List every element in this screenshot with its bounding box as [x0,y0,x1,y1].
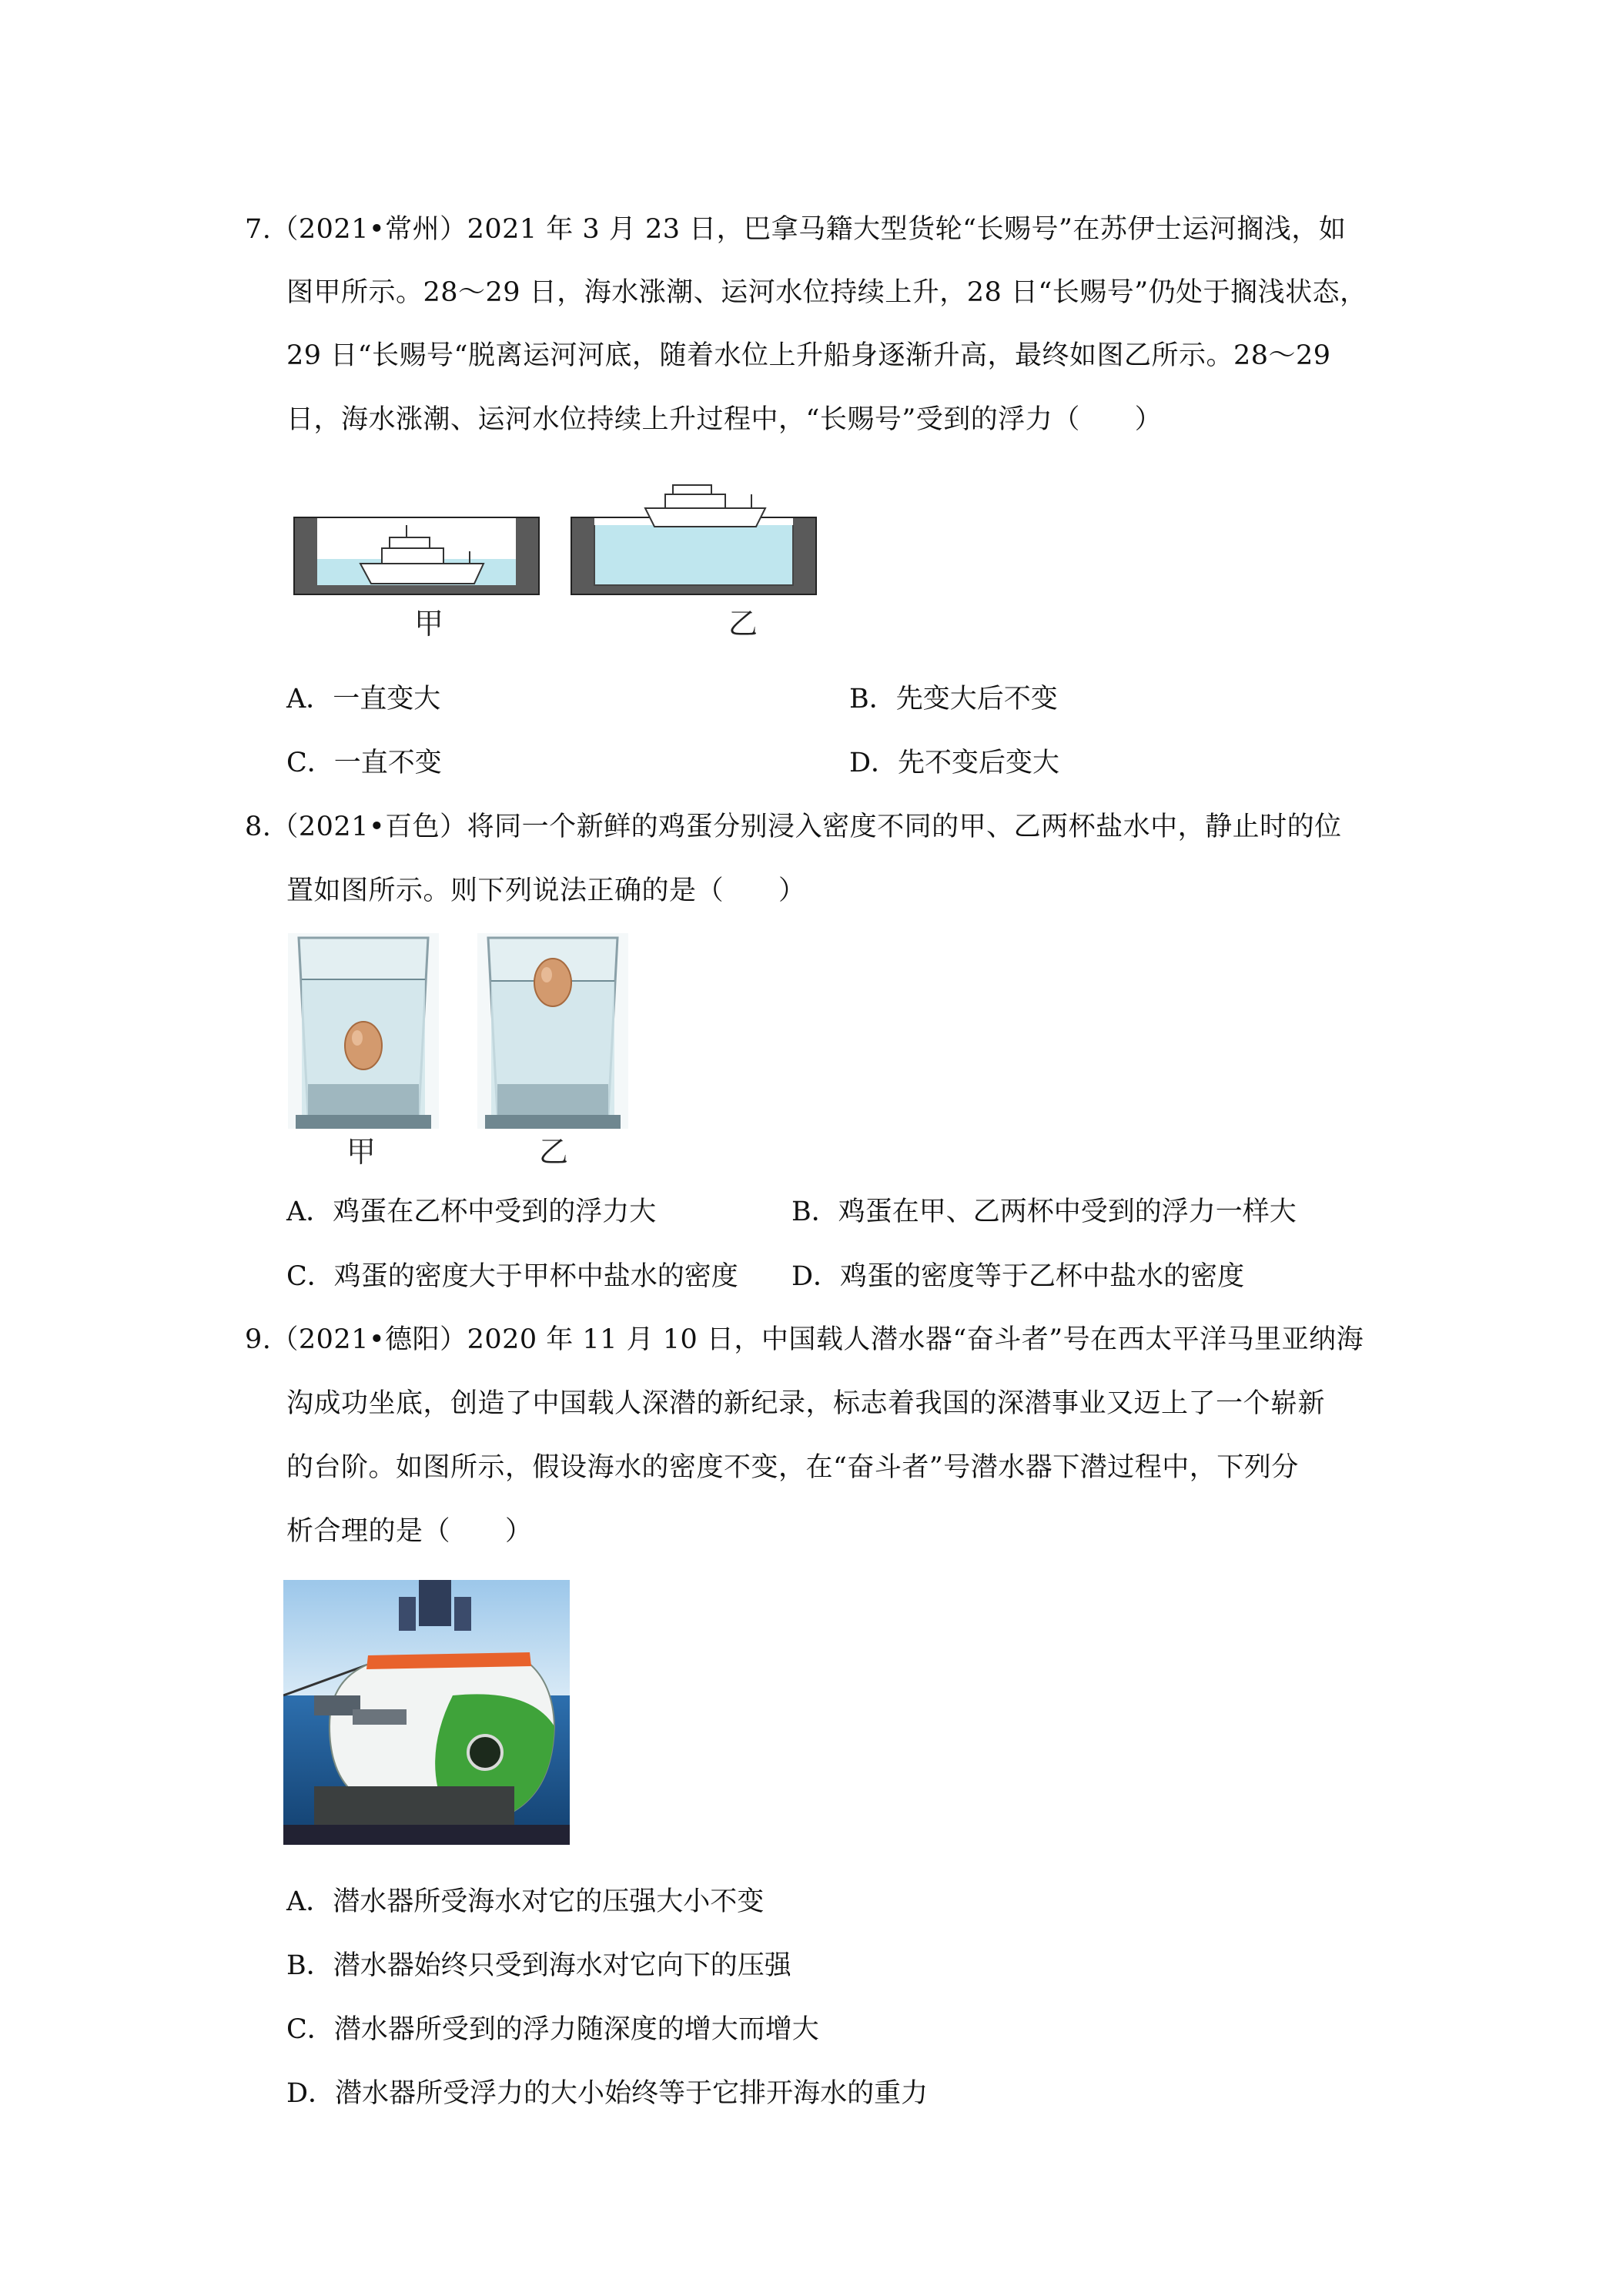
q9-option-a: A．潜水器所受海水对它的压强大小不变 [286,1886,765,1917]
q8-option-d: D．鸡蛋的密度等于乙杯中盐水的密度 [791,1261,1245,1292]
ship-figure-jia [291,477,545,601]
q8-option-a: A．鸡蛋在乙杯中受到的浮力大 [286,1197,657,1227]
q7-option-d: D．先不变后变大 [849,748,1060,778]
q7-caption-jia: 甲 [414,607,444,641]
q8-option-b: B．鸡蛋在甲、乙两杯中受到的浮力一样大 [791,1197,1297,1227]
q7-line-1: 7.（2021•常州）2021 年 3 月 23 日，巴拿马籍大型货轮“长赐号”在苏伊士运河搁浅，如 [245,214,1347,245]
submersible-photo [283,1580,570,1845]
q7-caption-yi: 乙 [728,607,758,641]
q9-line-4: 析合理的是（ ） [286,1516,533,1547]
q9-line-3: 的台阶。如图所示，假设海水的密度不变，在“奋斗者”号潜水器下潜过程中，下列分 [286,1452,1299,1483]
q8-line-2: 置如图所示。则下列说法正确的是（ ） [286,875,806,906]
egg-glass-jia [288,933,439,1129]
q9-option-c: C．潜水器所受到的浮力随深度的增大而增大 [286,2014,819,2045]
q9-option-b: B．潜水器始终只受到海水对它向下的压强 [286,1950,791,1981]
q7-line-4: 日，海水涨潮、运河水位持续上升过程中，“长赐号”受到的浮力（ ） [286,404,1163,435]
ship-figure-yi [568,477,822,601]
egg-glass-yi [477,933,628,1129]
q7-option-c: C．一直不变 [286,748,442,778]
q8-option-c: C．鸡蛋的密度大于甲杯中盐水的密度 [286,1261,738,1292]
q8-line-1: 8.（2021•百色）将同一个新鲜的鸡蛋分别浸入密度不同的甲、乙两杯盐水中，静止时的位 [245,812,1342,842]
q8-caption-jia: 甲 [346,1135,376,1169]
q9-line-2: 沟成功坐底，创造了中国载人深潜的新纪录，标志着我国的深潜事业又迈上了一个崭新 [286,1388,1326,1419]
q7-option-a: A．一直变大 [286,684,441,715]
q8-caption-yi: 乙 [539,1135,569,1169]
q9-option-d: D．潜水器所受浮力的大小始终等于它排开海水的重力 [286,2078,929,2109]
q7-line-2: 图甲所示。28～29 日，海水涨潮、运河水位持续上升，28 日“长赐号”仍处于搁浅状态， [286,277,1367,308]
q9-line-1: 9.（2021•德阳）2020 年 11 月 10 日，中国载人潜水器“奋斗者”号在西太平洋马里亚纳海 [245,1324,1364,1355]
q7-line-3: 29 日“长赐号“脱离运河河底，随着水位上升船身逐渐升高，最终如图乙所示。28～29 [286,340,1331,371]
q7-option-b: B．先变大后不变 [849,684,1058,715]
